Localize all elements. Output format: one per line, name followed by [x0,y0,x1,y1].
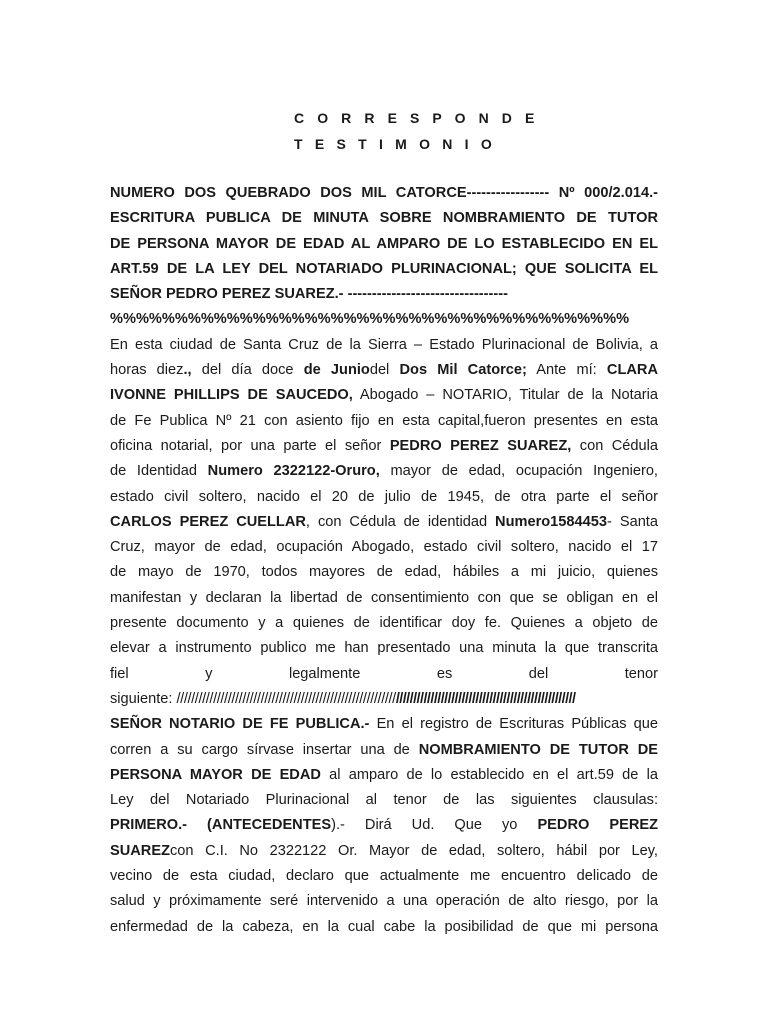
paragraph-line [110,763,658,788]
text-run: En esta ciudad de Santa Cruz de la Sierra – Estado Plurinacional de Bolivia, a [110,336,658,353]
text-run: mayor de edad, ocupación Ingeniero, [379,463,658,480]
paragraph-line [110,915,658,940]
slash-separator-bold: //////////////////////////////////////////////////// [395,690,576,707]
text-run: corren a su cargo sírvase insertar una de [110,741,419,758]
paragraph-line [110,738,658,763]
text-run: del día doce [191,362,304,379]
header-line: NUMERO DOS QUEBRADO DOS MIL CATORCE----------------- Nº 000/2.014.- [110,185,658,201]
text-run: con Cédula [571,437,658,454]
text-run: al amparo de lo establecido en el art.59 de la [320,766,658,783]
paragraph-line [110,459,658,484]
paragraph-line [110,864,658,889]
text-run: , con Cédula de identidad [305,513,496,530]
text-run: Ley del Notariado Plurinacional al tenor de las siguientes clausulas: [110,792,658,809]
header-line: ESCRITURA PUBLICA DE MINUTA SOBRE NOMBRAMIENTO DE TUTOR [110,210,658,227]
text-run: Ante mí: [526,362,607,379]
text-run: siguiente: [110,690,177,707]
paragraph-line [110,485,658,510]
text-run-bold: Numero 2322122-Oruro, [207,463,380,480]
paragraph-line [110,510,658,535]
text-run-bold: Dos Mil Catorce; [399,362,527,379]
slash-separator: //////////////////////////////////////////////////////////// [176,690,396,707]
paragraph-line [110,333,658,358]
paragraph-line [110,611,658,636]
paragraph-line [110,813,658,838]
paragraph-line [110,712,658,737]
text-run: de Identidad [110,463,208,480]
text-run-bold: SUAREZ [110,842,170,859]
text-run-bold: PRIMERO.- (ANTECEDENTES [110,817,332,834]
text-run: Abogado – NOTARIO, Titular de la Notaria [352,387,658,404]
document-body [110,181,658,940]
text-run-bold: CARLOS PEREZ CUELLAR [110,513,306,530]
text-run-bold: PEDRO PEREZ SUAREZ, [389,437,572,454]
text-run: con C.I. No 2322122 Or. Mayor de edad, soltero, hábil por Ley, [170,842,658,859]
heading-testimonio: T E S T I M O N I O [294,136,496,152]
text-run: horas diez [110,362,184,379]
text-run: Cruz, mayor de edad, ocupación Abogado, estado civil soltero, nacido el 17 [110,539,658,556]
text-run: estado civil soltero, nacido el 20 de julio de 1945, de otra parte el señor [110,488,658,505]
text-run: - Santa [607,513,658,530]
text-run-bold: IVONNE PHILLIPS DE SAUCEDO, [110,387,353,404]
text-run-bold: PEDRO PEREZ [537,817,658,834]
paragraph-line [110,839,658,864]
heading-corresponde: C O R R E S P O N D E [294,110,539,126]
text-run-bold: Numero1584453 [495,513,608,530]
paragraph-line [110,358,658,383]
text-run-bold: CLARA [606,362,658,379]
paragraph-line [110,788,658,813]
header-line: SEÑOR PEDRO PEREZ SUAREZ.- --------------------------------- [110,286,508,303]
paragraph-line [110,409,658,434]
text-run: ).- Dirá Ud. Que yo [331,817,538,834]
text-run: vecino de esta ciudad, declaro que actualmente me encuentro delicado de [110,868,658,885]
paragraph-line [110,434,658,459]
text-run: del [369,362,400,379]
paragraph-line [110,889,658,914]
text-run: manifestan y declaran la libertad de consentimiento con que se obligan en el [110,589,658,606]
text-run-bold: NOMBRAMIENTO DE TUTOR DE [418,741,658,758]
text-run: oficina notarial, por una parte el señor [110,437,390,454]
header-line: DE PERSONA MAYOR DE EDAD AL AMPARO DE LO ESTABLECIDO EN EL [110,235,658,252]
text-run: enfermedad de la cabeza, en la cual cabe la posibilidad de que mi persona [110,918,658,935]
paragraph-line [110,687,658,712]
text-run: de Fe Publica Nº 21 con asiento fijo en esta capital,fueron presentes en esta [110,412,658,429]
text-run-bold: SEÑOR NOTARIO DE FE PUBLICA.- [110,716,370,733]
paragraph-line [110,586,658,611]
text-run: elevar a instrumento publico me han presentado una minuta la que transcrita [110,640,658,657]
paragraph-line: fiel y legalmente es del tenor [110,665,658,682]
text-run: de mayo de 1970, todos mayores de edad, hábiles a mi juicio, quienes [110,564,658,581]
text-run-bold: ., [183,362,192,379]
text-run: presente documento y a quienes de identificar doy fe. Quienes a objeto de [110,615,658,632]
header-line: ART.59 DE LA LEY DEL NOTARIADO PLURINACIONAL; QUE SOLICITA EL [110,260,658,277]
text-run: En el registro de Escrituras Públicas que [369,716,658,733]
text-run-bold: PERSONA MAYOR DE EDAD [110,766,321,783]
header-line-percent: %%%%%%%%%%%%%%%%%%%%%%%%%%%%%%%%%%%%%%%% [110,311,630,328]
paragraph-line [110,535,658,560]
text-run-bold: de Junio [303,362,370,379]
text-run: salud y próximamente seré intervenido a una operación de alto riesgo, por la [110,893,658,910]
paragraph-line [110,383,658,408]
paragraph-line [110,560,658,585]
paragraph-line [110,636,658,661]
